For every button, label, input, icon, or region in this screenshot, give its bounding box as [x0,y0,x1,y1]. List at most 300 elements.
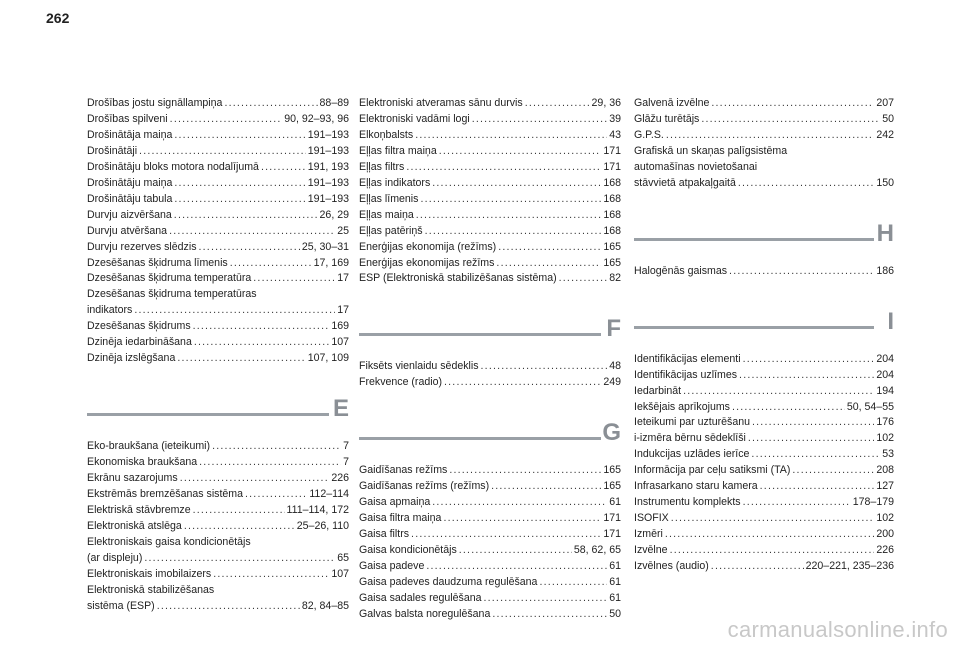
index-entry [359,463,621,479]
entry-line [634,447,894,463]
watermark: carmanualsonline.info [727,617,948,642]
entry-label: i-izmēra bērnu sēdeklīši [634,432,746,445]
section-letter: I [887,307,894,335]
index-entry [87,208,349,224]
dot-leader [261,160,306,176]
dot-leader [711,96,874,112]
entry-page-ref: 50, 54–55 [846,400,894,413]
dot-leader [525,96,590,112]
index-entry [634,527,894,543]
index-entry [634,144,894,192]
entry-line [87,128,349,144]
section-header [359,407,621,461]
entry-label: Gaisa padeve [359,560,425,573]
index-entry [359,375,621,391]
dot-leader [443,511,601,527]
dot-leader [406,160,601,176]
entry-label: Elkoņbalsts [359,128,414,141]
dot-leader [559,271,608,287]
entry-page-ref: 90, 92–93, 96 [284,112,349,125]
entry-line [634,415,894,431]
dot-leader [701,112,880,128]
entry-page-ref: 169 [331,320,349,333]
entry-line [87,503,349,519]
entry-label-line: Elektroniskā stabilizēšanas [87,583,215,596]
dot-leader [193,319,330,335]
entry-line [87,567,349,583]
entry-label: Instrumentu komplekts [634,496,741,509]
entry-page-ref: 58, 62, 65 [573,544,621,557]
entry-page-ref: 39 [609,112,621,125]
dot-leader [184,519,295,535]
dot-leader [193,503,285,519]
index-entry [359,271,621,287]
dot-leader [170,112,283,128]
entry-label: Eļļas filtra maiņa [359,144,437,157]
index-entry [87,351,349,367]
dot-leader [539,575,607,591]
entry-label: Izvēlne [634,544,668,557]
entry-label: Elektriskā stāvbremze [87,504,191,517]
page-number: 262 [46,10,70,26]
entry-line [359,256,621,272]
entry-page-ref: 48 [609,360,621,373]
dot-leader [739,368,874,384]
entry-label: Identifikācijas uzlīmes [634,368,738,381]
entry-page-ref: 168 [603,224,621,237]
dot-leader [439,144,602,160]
dot-leader [752,415,874,431]
entry-page-ref: 194 [876,384,894,397]
entry-label: Izvēlnes (audio) [634,560,709,573]
entry-line [634,176,894,192]
index-entry [359,192,621,208]
entry-label: Durvju atvēršana [87,224,168,237]
dot-leader [194,335,329,351]
entry-page-ref: 168 [603,192,621,205]
entry-label: Eļļas indikators [359,176,431,189]
entry-label: Gaisa filtra maiņa [359,512,442,525]
entry-label: Ekrānu sazarojums [87,472,178,485]
section-divider [359,437,601,440]
entry-label: Indukcijas uzlādes ierīce [634,448,750,461]
entry-line [359,375,621,391]
entry-page-ref: 165 [603,480,621,493]
index-column-1 [87,96,349,615]
entry-page-ref: 191, 193 [307,160,349,173]
entry-label: Eļļas līmenis [359,192,419,205]
entry-label: Dzinēja izslēgšana [87,352,176,365]
dot-leader [738,176,874,192]
entry-line [634,463,894,479]
entry-page-ref: 17 [337,304,349,317]
index-entry [87,471,349,487]
entry-page-ref: 88–89 [319,97,349,109]
dot-leader [432,176,601,192]
entry-label: Drošinātāji [87,144,138,157]
entry-line [87,96,349,112]
dot-leader [425,224,602,240]
entry-label: Drošības spilveni [87,112,168,125]
dot-leader [748,431,874,447]
dot-leader [199,240,300,256]
entry-label: Drošinātāja maiņa [87,128,173,141]
entry-line [634,112,894,128]
dot-leader [174,176,305,192]
entry-label: Eļļas patēriņš [359,224,423,237]
entry-page-ref: 178–179 [852,496,894,509]
index-entry [634,559,894,575]
index-entry [87,96,349,112]
entry-label: Dzesēšanas šķidrums [87,320,191,333]
entry-label: Gaisa sadales regulēšana [359,591,482,604]
entry-page-ref: 242 [876,128,894,141]
entry-line [87,224,349,240]
entry-label: Dzesēšanas šķidruma temperatūra [87,272,252,285]
entry-label: Drošinātāju maiņa [87,176,173,189]
entry-label: Iekšējais aprīkojums [634,400,730,413]
index-entry [359,128,621,144]
dot-leader [449,463,601,479]
entry-line [359,511,621,527]
section-letter: E [332,395,349,423]
section-divider [634,326,874,329]
dot-leader [743,495,851,511]
dot-leader [496,256,601,272]
entry-label: Fiksēts vienlaidu sēdeklis [359,360,479,373]
entry-page-ref: 7 [343,456,349,469]
dot-leader [144,551,335,567]
dot-leader [169,224,335,240]
entry-page-ref: 171 [603,512,621,525]
dot-leader [711,559,804,575]
entry-label: Gaidīšanas režīms (režīms) [359,480,490,493]
entry-line [87,319,349,335]
entry-line [359,176,621,192]
entry-line [87,256,349,272]
entry-line [87,471,349,487]
entry-label: Glāžu turētājs [634,112,700,125]
entry-page-ref: 127 [876,480,894,493]
dot-leader [751,447,880,463]
dot-leader [683,384,874,400]
entry-label-line: Dzesēšanas šķidruma temperatūras [87,288,257,301]
entry-label: Galvenā izvēlne [634,97,710,109]
dot-leader [743,352,875,368]
dot-leader [212,439,341,455]
index-entry [359,176,621,192]
dot-leader [415,128,607,144]
index-entry [87,144,349,160]
entry-label: Durvju rezerves slēdzis [87,240,197,253]
dot-leader [459,543,572,559]
index-entry [359,511,621,527]
entry-page-ref: 17 [337,272,349,285]
dot-leader [224,96,317,112]
index-entry [359,144,621,160]
entry-label: Eļļas maiņa [359,208,414,221]
entry-line [359,479,621,495]
dot-leader [666,128,874,144]
index-entry [87,335,349,351]
dot-leader [230,256,312,272]
entry-label: Enerģijas ekonomija (režīms) [359,240,497,253]
dot-leader [253,271,335,287]
entry-line [359,112,621,128]
index-column-2 [359,96,621,623]
entry-label: Informācija par ceļu satiksmi (TA) [634,464,791,477]
entry-page-ref: 17, 169 [313,256,349,269]
index-entry [634,112,894,128]
index-entry [87,256,349,272]
entry-line [634,559,894,575]
index-entry [634,431,894,447]
dot-leader [177,351,305,367]
entry-label: Gaisa padeves daudzuma regulēšana [359,576,538,589]
entry-page-ref: 61 [609,591,621,604]
entry-label: Gaidīšanas režīms [359,464,448,477]
entry-line [359,359,621,375]
dot-leader [420,192,601,208]
dot-leader [760,479,875,495]
entry-page-ref: 26, 29 [319,208,349,221]
entry-line [359,271,621,287]
entry-page-ref: 82, 84–85 [301,599,349,612]
index-entry [87,224,349,240]
entry-label: sistēma (ESP) [87,599,155,612]
dot-leader [245,487,307,503]
entry-page-ref: 191–193 [307,176,349,189]
entry-label: (ar displeju) [87,551,143,564]
entry-page-ref: 102 [876,432,894,445]
dot-leader [670,543,875,559]
entry-page-ref: 112–114 [309,488,349,501]
entry-page-ref: 111–114, 172 [286,504,349,517]
entry-page-ref: 107, 109 [307,352,349,365]
entry-page-ref: 82 [609,272,621,285]
dot-leader [792,463,874,479]
index-entry [634,400,894,416]
entry-line [87,487,349,503]
index-entry [87,128,349,144]
dot-leader [174,192,305,208]
index-entry [87,160,349,176]
index-entry [87,192,349,208]
entry-line [359,208,621,224]
entry-page-ref: 102 [876,512,894,525]
entry-page-ref: 25–26, 110 [296,519,349,532]
entry-page-ref: 150 [876,176,894,189]
entry-line [634,431,894,447]
entry-line [359,192,621,208]
index-entry [87,583,349,615]
index-entry [634,511,894,527]
entry-line [359,160,621,176]
entry-label: Ekstrēmās bremzēšanas sistēma [87,488,244,501]
entry-label: Eļļas filtrs [359,160,405,173]
entry-page-ref: 61 [609,576,621,589]
dot-leader [180,471,330,487]
index-entry [87,287,349,319]
index-entry [87,519,349,535]
entry-label: Infrasarkano staru kamera [634,480,758,493]
entry-line [87,439,349,455]
entry-label: Halogēnās gaismas [634,264,728,277]
index-entry [634,264,894,280]
entry-page-ref: 191–193 [307,144,349,157]
entry-label: Durvju aizvēršana [87,208,172,221]
entry-line [359,96,621,112]
entry-page-ref: 107 [331,336,349,349]
section-header [634,208,894,262]
index-entry [87,176,349,192]
index-entry [359,208,621,224]
entry-page-ref: 208 [876,464,894,477]
entry-line [87,112,349,128]
entry-page-ref: 207 [876,97,894,109]
entry-label: Ekonomiska braukšana [87,456,198,469]
entry-line [359,543,621,559]
entry-line [359,224,621,240]
entry-label: Elektroniskā atslēga [87,519,182,532]
index-column-3 [634,96,894,575]
entry-label: G.P.S. [634,128,664,141]
entry-label: ESP (Elektroniskā stabilizēšanas sistēma) [359,272,557,285]
index-entry [87,487,349,503]
entry-page-ref: 53 [882,448,894,461]
dot-leader [416,208,602,224]
entry-line [87,551,349,567]
entry-line [634,264,894,280]
entry-page-ref: 176 [876,416,894,429]
index-entry [87,439,349,455]
section-header [359,303,621,357]
index-entry [359,543,621,559]
entry-page-ref: 50 [609,607,621,620]
entry-line [87,160,349,176]
entry-label: Identifikācijas elementi [634,352,741,365]
entry-label: Gaisa kondicionētājs [359,544,457,557]
entry-line [87,351,349,367]
entry-page-ref: 43 [609,128,621,141]
dot-leader [157,599,300,615]
entry-page-ref: 168 [603,208,621,221]
entry-page-ref: 165 [603,464,621,477]
entry-line [634,495,894,511]
entry-line [634,543,894,559]
index-entry [359,559,621,575]
entry-page-ref: 50 [882,112,894,125]
entry-label-line: Elektroniskais gaisa kondicionētājs [87,535,251,548]
dot-leader [491,479,601,495]
entry-line [359,240,621,256]
entry-label: Drošinātāju tabula [87,192,173,205]
index-entry [87,535,349,567]
entry-label: Enerģijas ekonomijas režīms [359,256,495,269]
index-entry [359,112,621,128]
entry-label: Gaisa filtrs [359,528,410,541]
index-entry [634,415,894,431]
entry-page-ref: 65 [337,551,349,564]
entry-label: Dzinēja iedarbināšana [87,336,192,349]
section-divider [634,238,874,241]
entry-page-ref: 249 [603,376,621,389]
entry-line [87,271,349,287]
dot-leader [671,511,875,527]
dot-leader [444,375,601,391]
entry-page-ref: 220–221, 235–236 [805,560,894,573]
entry-line [634,368,894,384]
index-entry [359,527,621,543]
index-entry [87,240,349,256]
index-entry [634,384,894,400]
index-entry [87,112,349,128]
entry-line [87,176,349,192]
entry-label: Iedarbināt [634,384,682,397]
entry-line [87,599,349,615]
index-entry [634,128,894,144]
entry-line [634,128,894,144]
entry-page-ref: 171 [603,528,621,541]
entry-line [359,128,621,144]
entry-line [359,463,621,479]
entry-label-line: automašīnas novietošanai [634,160,758,173]
index-entry [359,224,621,240]
index-entry [634,463,894,479]
dot-leader [729,264,874,280]
entry-line [87,335,349,351]
index-entry [634,479,894,495]
index-entry [359,160,621,176]
dot-leader [732,400,845,416]
index-entry [359,256,621,272]
entry-page-ref: 29, 36 [591,97,621,109]
entry-line [87,519,349,535]
entry-line [634,479,894,495]
entry-line [634,96,894,112]
dot-leader [498,240,601,256]
dot-leader [665,527,874,543]
entry-page-ref: 165 [603,240,621,253]
section-letter: H [876,219,894,247]
index-entry [87,567,349,583]
entry-label: Frekvence (radio) [359,376,443,389]
entry-line [359,591,621,607]
index-entry [634,447,894,463]
index-entry [634,495,894,511]
entry-line [359,527,621,543]
entry-page-ref: 191–193 [307,128,349,141]
section-letter: F [606,315,621,343]
entry-label: Elektroniski vadāmi logi [359,112,470,125]
entry-page-ref: 165 [603,256,621,269]
entry-line [359,607,621,623]
entry-page-ref: 171 [603,144,621,157]
dot-leader [174,208,318,224]
dot-leader [213,567,329,583]
index-entry [359,359,621,375]
entry-label: Elektroniskais imobilaizers [87,567,212,580]
entry-page-ref: 7 [343,440,349,453]
index-entry [87,455,349,471]
index-entry [359,240,621,256]
entry-line [87,192,349,208]
section-divider [359,333,601,336]
dot-leader [411,527,601,543]
entry-page-ref: 204 [876,368,894,381]
entry-line [359,559,621,575]
entry-page-ref: 226 [331,472,349,485]
